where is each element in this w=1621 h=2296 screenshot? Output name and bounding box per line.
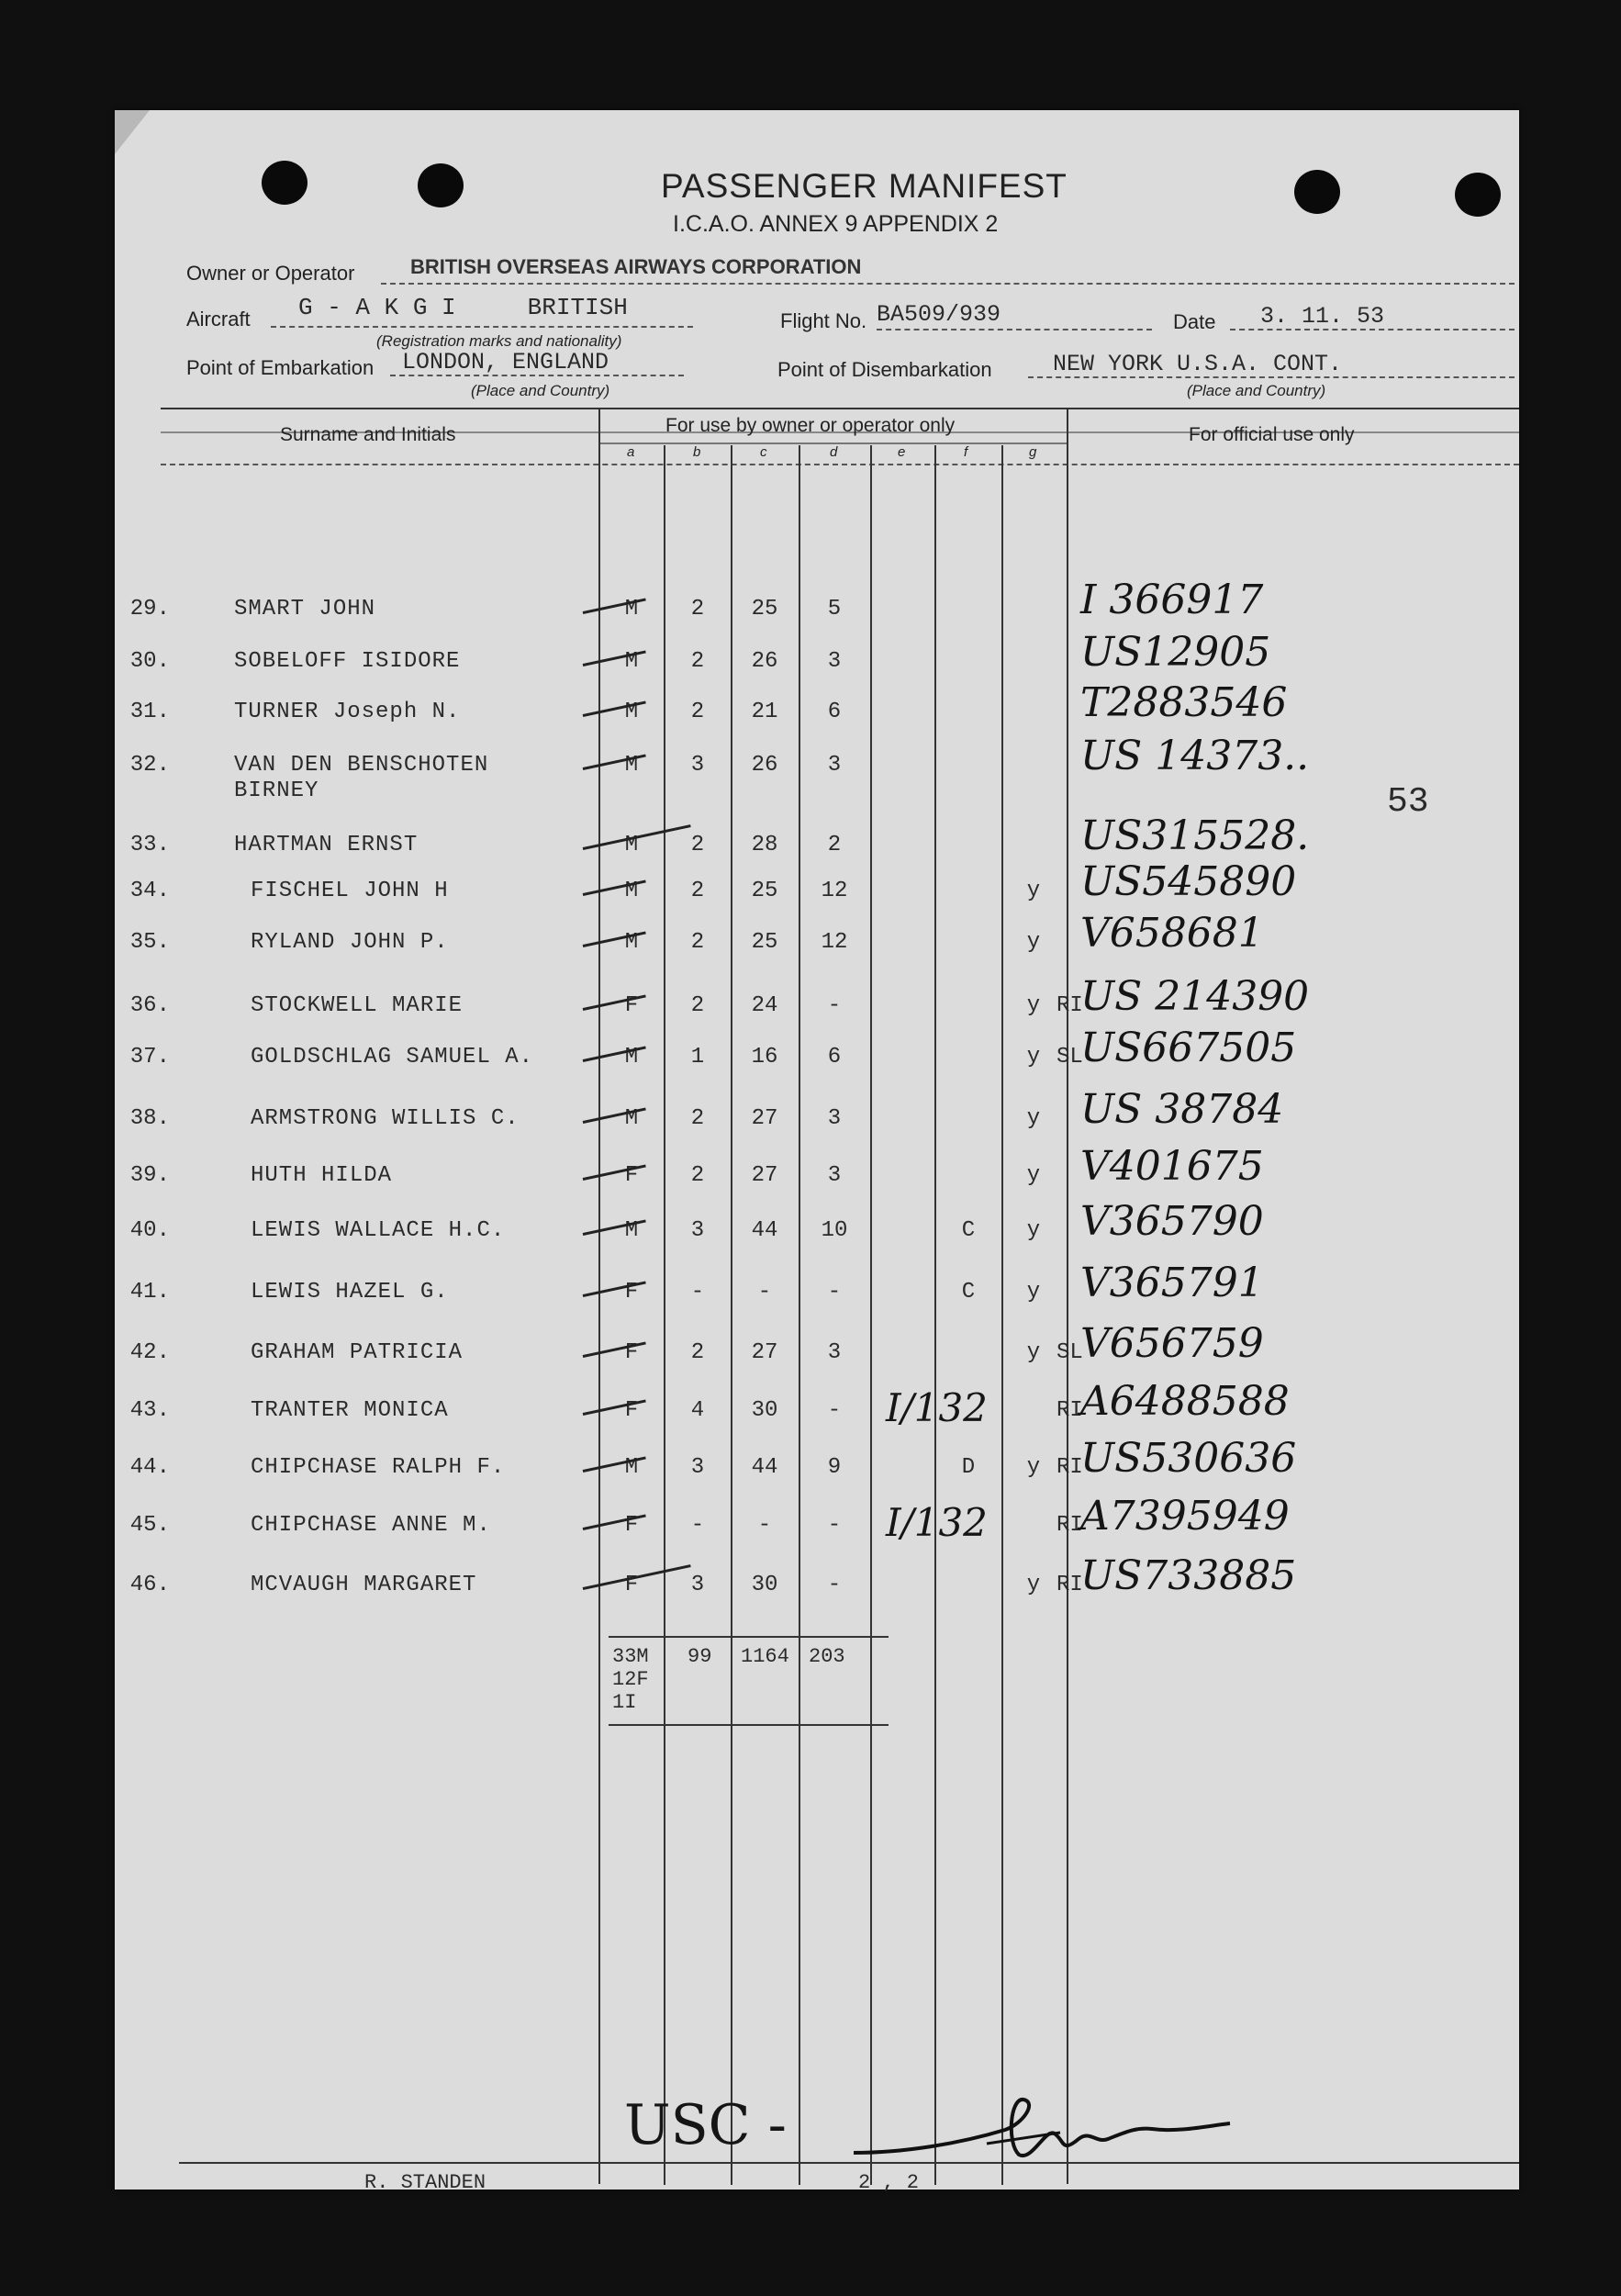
cell-d: 10: [821, 1218, 848, 1243]
cell-a: M: [624, 930, 639, 955]
cell-a: F: [624, 993, 639, 1018]
row-number: 36.: [129, 993, 170, 1018]
margin-note: 53: [1387, 782, 1429, 822]
form-subtitle: I.C.A.O. ANNEX 9 APPENDIX 2: [673, 211, 999, 237]
official-number: US530636: [1080, 1435, 1297, 1482]
row-number: 29.: [129, 597, 170, 622]
cell-c: 44: [751, 1455, 778, 1480]
passenger-name: HUTH HILDA: [251, 1163, 393, 1188]
row-number: 38.: [129, 1106, 170, 1131]
punch-hole: [1294, 170, 1340, 214]
usc-stamp: USC -: [624, 2093, 787, 2157]
cell-b: 2: [690, 993, 705, 1018]
passenger-name: FISCHEL JOHN H: [251, 879, 449, 903]
cell-b: -: [690, 1280, 705, 1305]
cell-d: 6: [827, 700, 842, 724]
official-number: V365790: [1080, 1198, 1264, 1245]
cell-extra: RI: [1056, 1398, 1083, 1423]
official-number: US315528.: [1080, 812, 1310, 859]
cell-a: M: [624, 1045, 639, 1070]
cell-a: F: [624, 1573, 639, 1597]
date-label: Date: [1173, 310, 1216, 333]
official-number: A6488588: [1080, 1378, 1290, 1425]
cell-b: 3: [690, 1455, 705, 1480]
cell-d: 3: [827, 753, 842, 778]
signature: [849, 2089, 1235, 2171]
total-d: 203: [809, 1645, 845, 1668]
cell-c: -: [757, 1280, 772, 1305]
cell-c: 44: [751, 1218, 778, 1243]
cell-extra: SL: [1056, 1340, 1083, 1365]
official-number: V365791: [1080, 1260, 1264, 1306]
flight-label: Flight No.: [780, 309, 867, 332]
cell-d: 9: [827, 1455, 842, 1480]
passenger-name: CHIPCHASE ANNE M.: [251, 1513, 491, 1538]
passenger-name: TURNER Joseph N.: [234, 700, 461, 724]
total-b: 99: [688, 1645, 712, 1668]
passenger-name: MCVAUGH MARGARET: [251, 1573, 477, 1597]
cell-g: y: [1026, 879, 1041, 903]
cell-d: -: [827, 1573, 842, 1597]
cell-g: y: [1026, 1280, 1041, 1305]
manifest-sheet: [115, 110, 1519, 2194]
cell-d: 3: [827, 1106, 842, 1131]
cell-g: y: [1026, 1163, 1041, 1188]
cell-c: 25: [751, 879, 778, 903]
disembarkation-label: Point of Disembarkation: [777, 358, 992, 381]
passenger-name: GOLDSCHLAG SAMUEL A.: [251, 1045, 534, 1070]
cell-d: -: [827, 1280, 842, 1305]
official-number: A7395949: [1080, 1493, 1290, 1540]
row-number: 44.: [129, 1455, 170, 1480]
row-number: 40.: [129, 1218, 170, 1243]
disembarkation-value: NEW YORK U.S.A. CONT.: [1053, 351, 1343, 377]
folded-corner: [115, 110, 151, 156]
passenger-name: SOBELOFF ISIDORE: [234, 649, 461, 674]
cell-e: I/132: [886, 1500, 988, 1545]
punch-hole: [1455, 173, 1501, 217]
official-number: US 214390: [1080, 973, 1310, 1020]
cell-a: F: [624, 1280, 639, 1305]
row-number: 35.: [129, 930, 170, 955]
cell-g: y: [1026, 1573, 1041, 1597]
place-note: (Place and Country): [1187, 382, 1326, 399]
cell-d: 6: [827, 1045, 842, 1070]
flight-value: BA509/939: [877, 301, 1001, 328]
total-a: 33M 12F 1I: [612, 1645, 649, 1714]
row-number: 45.: [129, 1513, 170, 1538]
row-number: 33.: [129, 833, 170, 857]
cell-d: 5: [827, 597, 842, 622]
cell-c: 16: [751, 1045, 778, 1070]
date-value: 3. 11. 53: [1260, 303, 1385, 330]
row-number: 39.: [129, 1163, 170, 1188]
cell-b: 2: [690, 1163, 705, 1188]
cell-b: 2: [690, 700, 705, 724]
cell-f: C: [961, 1218, 976, 1243]
cell-f: C: [961, 1280, 976, 1305]
cell-g: y: [1026, 930, 1041, 955]
cell-extra: RI: [1056, 1455, 1083, 1480]
cell-g: y: [1026, 1106, 1041, 1131]
official-number: T2883546: [1080, 679, 1288, 726]
official-number: V401675: [1080, 1143, 1264, 1190]
cell-c: 27: [751, 1163, 778, 1188]
cell-b: 2: [690, 833, 705, 857]
signer-name: R. STANDEN: [364, 2171, 486, 2194]
cell-b: 1: [690, 1045, 705, 1070]
cell-a: F: [624, 1163, 639, 1188]
cell-c: -: [757, 1513, 772, 1538]
official-number: I 366917: [1080, 577, 1264, 623]
subcol-letter-f: f: [964, 444, 968, 460]
cell-a: M: [624, 1218, 639, 1243]
cell-a: F: [624, 1398, 639, 1423]
passenger-name: VAN DEN BENSCHOTEN: [234, 753, 489, 778]
passenger-name: SMART JOHN: [234, 597, 376, 622]
passenger-name: CHIPCHASE RALPH F.: [251, 1455, 506, 1480]
official-number: V658681: [1080, 910, 1264, 957]
official-number: US667505: [1080, 1025, 1297, 1071]
row-number: 37.: [129, 1045, 170, 1070]
row-number: 30.: [129, 649, 170, 674]
cell-d: -: [827, 1513, 842, 1538]
cell-c: 26: [751, 753, 778, 778]
cell-b: 2: [690, 879, 705, 903]
cell-c: 21: [751, 700, 778, 724]
subcol-letter-d: d: [830, 444, 838, 460]
cell-e: I/132: [886, 1385, 988, 1430]
cell-a: M: [624, 1106, 639, 1131]
cell-c: 28: [751, 833, 778, 857]
registration-note: (Registration marks and nationality): [376, 332, 622, 350]
cell-a: F: [624, 1513, 639, 1538]
cell-b: 2: [690, 1340, 705, 1365]
cell-g: y: [1026, 1218, 1041, 1243]
cell-a: M: [624, 1455, 639, 1480]
cell-a: M: [624, 879, 639, 903]
row-number: 34.: [129, 879, 170, 903]
passenger-name: GRAHAM PATRICIA: [251, 1340, 464, 1365]
total-c: 1164: [741, 1645, 789, 1668]
col-owner-use: For use by owner or operator only: [665, 415, 956, 436]
cell-b: 2: [690, 649, 705, 674]
row-number: 32.: [129, 753, 170, 778]
cell-c: 27: [751, 1106, 778, 1131]
official-number: US733885: [1080, 1552, 1297, 1599]
subcol-letter-b: b: [693, 444, 701, 460]
cell-a: M: [624, 753, 639, 778]
official-number: US 38784: [1080, 1086, 1284, 1133]
cell-g: y: [1026, 1455, 1041, 1480]
cell-a: F: [624, 1340, 639, 1365]
cell-b: -: [690, 1513, 705, 1538]
passenger-name: RYLAND JOHN P.: [251, 930, 449, 955]
cell-extra: RI: [1056, 1513, 1083, 1538]
cell-c: 30: [751, 1573, 778, 1597]
owner-value: BRITISH OVERSEAS AIRWAYS CORPORATION: [410, 255, 862, 278]
cell-d: 3: [827, 1340, 842, 1365]
official-number: US12905: [1080, 629, 1271, 676]
place-note: (Place and Country): [471, 382, 610, 399]
punch-hole: [418, 163, 464, 207]
passenger-name: LEWIS HAZEL G.: [251, 1280, 449, 1305]
embarkation-value: LONDON, ENGLAND: [402, 349, 609, 375]
cell-f: D: [961, 1455, 976, 1480]
row-number: 46.: [129, 1573, 170, 1597]
subcol-letter-a: a: [627, 444, 635, 460]
passenger-name: LEWIS WALLACE H.C.: [251, 1218, 506, 1243]
cell-c: 24: [751, 993, 778, 1018]
punch-hole: [262, 161, 307, 205]
cell-g: y: [1026, 1045, 1041, 1070]
subcol-letter-e: e: [898, 444, 906, 460]
cell-d: 3: [827, 1163, 842, 1188]
col-official: For official use only: [1189, 424, 1355, 445]
cell-a: M: [624, 833, 639, 857]
row-number: 43.: [129, 1398, 170, 1423]
row-number: 41.: [129, 1280, 170, 1305]
cell-extra: RI: [1056, 1573, 1083, 1597]
cell-b: 2: [690, 597, 705, 622]
cell-d: -: [827, 1398, 842, 1423]
cell-c: 30: [751, 1398, 778, 1423]
cell-c: 25: [751, 930, 778, 955]
passenger-name-cont: BIRNEY: [234, 778, 319, 803]
cell-b: 3: [690, 1573, 705, 1597]
cell-b: 2: [690, 1106, 705, 1131]
row-number: 42.: [129, 1340, 170, 1365]
subcol-letter-g: g: [1029, 444, 1037, 460]
official-number: V656759: [1080, 1320, 1264, 1367]
cell-extra: RI: [1056, 993, 1083, 1018]
cell-b: 2: [690, 930, 705, 955]
official-number: US545890: [1080, 858, 1297, 905]
cell-g: y: [1026, 1340, 1041, 1365]
subcol-letter-c: c: [760, 444, 767, 460]
official-number: US 14373..: [1080, 733, 1310, 779]
cell-d: 3: [827, 649, 842, 674]
cell-c: 27: [751, 1340, 778, 1365]
cell-b: 4: [690, 1398, 705, 1423]
cell-extra: SL: [1056, 1045, 1083, 1070]
cell-d: 12: [821, 930, 848, 955]
cell-a: M: [624, 700, 639, 724]
owner-label: Owner or Operator: [186, 262, 355, 285]
cell-b: 3: [690, 753, 705, 778]
cell-b: 3: [690, 1218, 705, 1243]
cell-c: 26: [751, 649, 778, 674]
cell-a: M: [624, 597, 639, 622]
row-number: 31.: [129, 700, 170, 724]
aircraft-label: Aircraft: [186, 308, 251, 330]
cell-g: y: [1026, 993, 1041, 1018]
cell-d: -: [827, 993, 842, 1018]
cell-a: M: [624, 649, 639, 674]
cell-d: 12: [821, 879, 848, 903]
passenger-name: STOCKWELL MARIE: [251, 993, 464, 1018]
passenger-name: TRANTER MONICA: [251, 1398, 449, 1423]
passenger-name: ARMSTRONG WILLIS C.: [251, 1106, 520, 1131]
form-title: PASSENGER MANIFEST: [661, 167, 1068, 205]
cell-c: 25: [751, 597, 778, 622]
embarkation-label: Point of Embarkation: [186, 356, 375, 379]
cell-d: 2: [827, 833, 842, 857]
page-number: 2 , 2: [858, 2171, 920, 2194]
col-surname: Surname and Initials: [280, 424, 456, 445]
passenger-name: HARTMAN ERNST: [234, 833, 419, 857]
aircraft-value: G - A K G I BRITISH: [298, 294, 628, 321]
